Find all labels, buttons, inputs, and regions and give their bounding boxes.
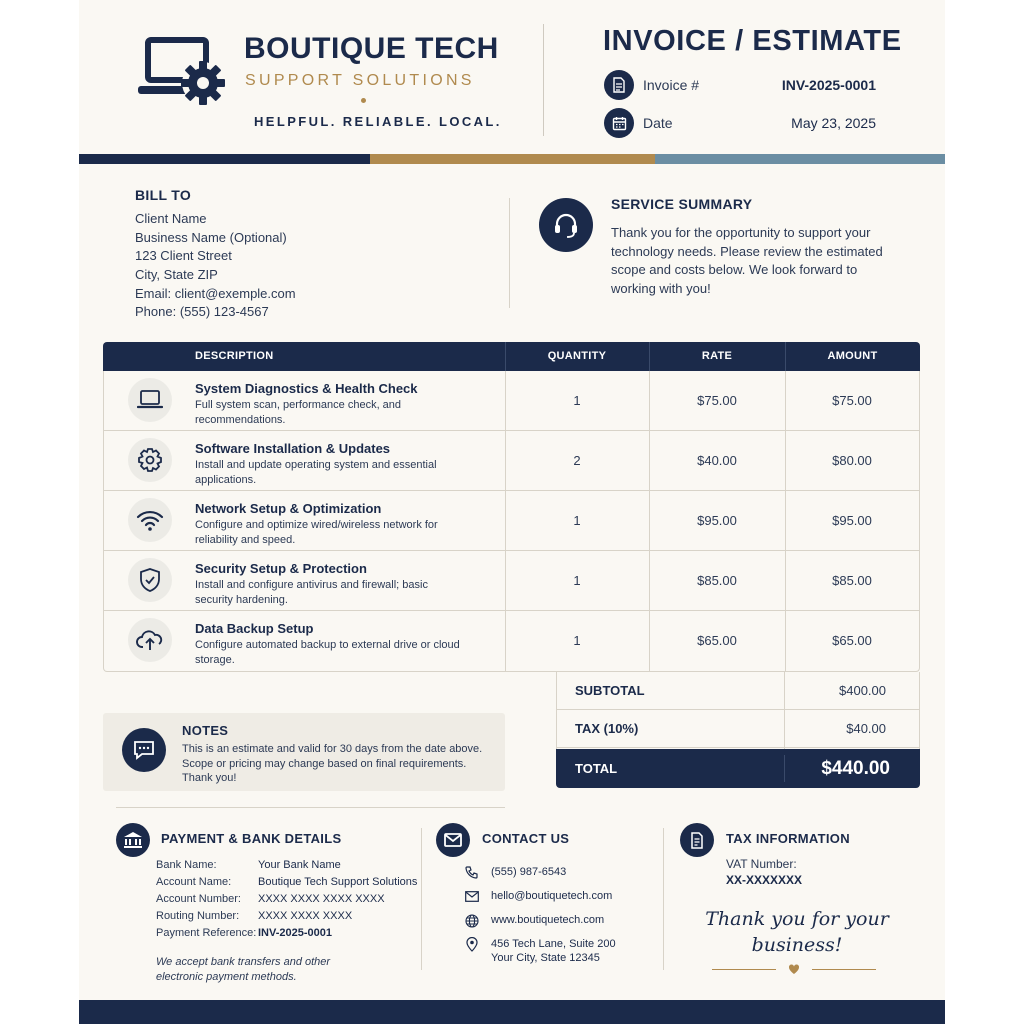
table-row — [104, 611, 919, 671]
table-row — [104, 491, 919, 551]
heart-icon — [788, 964, 800, 975]
header-amount: AMOUNT — [827, 350, 878, 362]
bill-to-phone: Phone: (555) 123-4567 — [135, 304, 269, 319]
subtotal-label: SUBTOTAL — [575, 683, 645, 698]
footer-bar — [79, 1000, 945, 1024]
total-value: $440.00 — [821, 758, 890, 779]
table-row — [104, 551, 919, 611]
bill-to-city: City, State ZIP — [135, 267, 218, 282]
service-summary-text: Thank you for the opportunity to support your technology needs. Please review the estimated scope and costs below. We look forward to working with you! — [611, 225, 883, 296]
table-row — [104, 371, 919, 431]
bill-to-heading: BILL TO — [135, 187, 192, 203]
item-title: Security Setup & Protection — [195, 561, 367, 576]
item-title: Data Backup Setup — [195, 621, 314, 636]
item-amount: $85.00 — [832, 573, 872, 588]
subtotal-value: $400.00 — [839, 683, 886, 698]
header-quantity: QUANTITY — [547, 350, 607, 362]
bill-to-business-name: Business Name (Optional) — [135, 230, 287, 245]
total-divider — [784, 755, 785, 782]
bill-to-street: 123 Client Street — [135, 248, 232, 263]
footer-rule — [116, 807, 505, 808]
bank-name-label: Bank Name: — [156, 859, 217, 871]
payment-reference-value: INV-2025-0001 — [258, 927, 332, 939]
tax-row — [556, 710, 920, 748]
item-description: Install and configure antivirus and firewall; basic security hardening. — [195, 579, 428, 606]
item-description: Configure automated backup to external drive or cloud storage. — [195, 639, 460, 666]
item-description: Full system scan, performance check, and recommendations. — [195, 399, 402, 426]
item-amount: $80.00 — [832, 453, 872, 468]
thank-you-line2: business! — [751, 934, 843, 956]
payment-heading: PAYMENT & BANK DETAILS — [161, 831, 342, 846]
tax-label: TAX (10%) — [575, 721, 639, 736]
subtotal-row — [556, 672, 920, 710]
tax-value: $40.00 — [846, 721, 886, 736]
routing-number-label: Routing Number: — [156, 910, 240, 922]
invoice-number-label: Invoice # — [643, 77, 700, 93]
header-rate: RATE — [701, 350, 733, 362]
map-pin-icon — [466, 937, 478, 952]
brand-dot — [361, 98, 366, 103]
stripe-steel — [655, 154, 945, 164]
item-rate: $65.00 — [697, 633, 737, 648]
notes-text: This is an estimate and valid for 30 days from the date above. Scope or pricing may change based on final requirements. Thank you! — [182, 743, 483, 784]
flourish-right — [812, 969, 876, 970]
total-label: TOTAL — [575, 761, 618, 776]
bank-name-value: Your Bank Name — [258, 859, 341, 871]
shield-check-icon — [128, 558, 172, 602]
notes-box — [103, 713, 505, 791]
invoice-page — [79, 0, 945, 1024]
contact-tax-divider — [663, 828, 664, 970]
gear-icon — [128, 438, 172, 482]
item-quantity: 1 — [573, 633, 581, 648]
item-amount: $95.00 — [832, 513, 872, 528]
bank-icon — [116, 823, 150, 857]
invoice-date: May 23, 2025 — [791, 115, 876, 131]
header-col-divider — [505, 342, 506, 371]
account-name-value: Boutique Tech Support Solutions — [258, 876, 418, 888]
item-amount: $65.00 — [832, 633, 872, 648]
date-label: Date — [643, 115, 673, 131]
header-divider — [543, 24, 544, 136]
laptop-icon — [128, 378, 172, 422]
invoice-number: INV-2025-0001 — [781, 77, 876, 93]
contact-phone[interactable]: (555) 987-6543 — [491, 866, 567, 878]
header-col-divider — [649, 342, 650, 371]
stripe-navy — [79, 154, 370, 164]
tax-info-heading: TAX INFORMATION — [726, 831, 850, 846]
document-icon — [680, 823, 714, 857]
vat-number: XX-XXXXXXX — [726, 873, 803, 887]
account-number-value: XXXX XXXX XXXX XXXX — [258, 893, 385, 905]
headset-icon — [539, 198, 593, 252]
item-rate: $75.00 — [697, 393, 737, 408]
item-amount: $75.00 — [832, 393, 872, 408]
flourish-left — [712, 969, 776, 970]
stripe-gold — [370, 154, 655, 164]
item-quantity: 1 — [573, 393, 581, 408]
brand-name: BOUTIQUE TECH — [244, 32, 499, 65]
bill-to-client-name: Client Name — [135, 211, 207, 226]
line-items-table — [103, 371, 920, 672]
brand-subtitle: SUPPORT SOLUTIONS — [245, 72, 475, 89]
phone-icon — [465, 866, 478, 879]
item-title: System Diagnostics & Health Check — [195, 381, 418, 396]
laptop-gear-logo-icon — [136, 36, 228, 108]
item-quantity: 2 — [573, 453, 581, 468]
item-description: Install and update operating system and essential applications. — [195, 459, 437, 486]
item-rate: $40.00 — [697, 453, 737, 468]
item-title: Network Setup & Optimization — [195, 501, 382, 516]
brand-tagline: HELPFUL. RELIABLE. LOCAL. — [254, 114, 502, 129]
item-description: Configure and optimize wired/wireless network for reliability and speed. — [195, 519, 438, 546]
item-title: Software Installation & Updates — [195, 441, 391, 456]
mail-icon — [465, 891, 479, 902]
total-row — [556, 749, 920, 788]
globe-icon — [465, 914, 479, 928]
vat-label: VAT Number: — [726, 857, 797, 871]
routing-number-value: XXXX XXXX XXXX — [258, 910, 353, 922]
account-number-label: Account Number: — [156, 893, 241, 905]
document-title: INVOICE / ESTIMATE — [603, 25, 902, 57]
header-description: DESCRIPTION — [195, 350, 274, 362]
calendar-icon — [604, 108, 634, 138]
contact-heading: CONTACT US — [482, 831, 570, 846]
contact-address-line1: 456 Tech Lane, Suite 200 — [491, 938, 616, 950]
envelope-icon — [436, 823, 470, 857]
bill-to-email: Email: client@exemple.com — [135, 286, 296, 301]
chat-bubble-icon — [122, 728, 166, 772]
billto-summary-divider — [509, 198, 510, 308]
wifi-icon — [128, 498, 172, 542]
table-row — [104, 431, 919, 491]
payment-note: We accept bank transfers and other electronic payment methods. — [156, 956, 331, 983]
header-col-divider — [785, 342, 786, 371]
totals-box — [556, 672, 920, 788]
service-summary-heading: SERVICE SUMMARY — [611, 196, 753, 212]
account-name-label: Account Name: — [156, 876, 232, 888]
payment-reference-label: Payment Reference: — [156, 927, 257, 939]
notes-heading: NOTES — [182, 723, 229, 738]
document-icon — [604, 70, 634, 100]
item-rate: $95.00 — [697, 513, 737, 528]
table-header — [103, 342, 920, 371]
contact-email[interactable]: hello@boutiquetech.com — [491, 890, 613, 902]
thank-you-line1: Thank you for your — [705, 908, 889, 930]
contact-website[interactable]: www.boutiquetech.com — [491, 914, 605, 926]
contact-address-line2: Your City, State 12345 — [491, 952, 600, 964]
item-quantity: 1 — [573, 513, 581, 528]
payment-contact-divider — [421, 828, 422, 970]
item-quantity: 1 — [573, 573, 581, 588]
item-rate: $85.00 — [697, 573, 737, 588]
cloud-upload-icon — [128, 618, 172, 662]
